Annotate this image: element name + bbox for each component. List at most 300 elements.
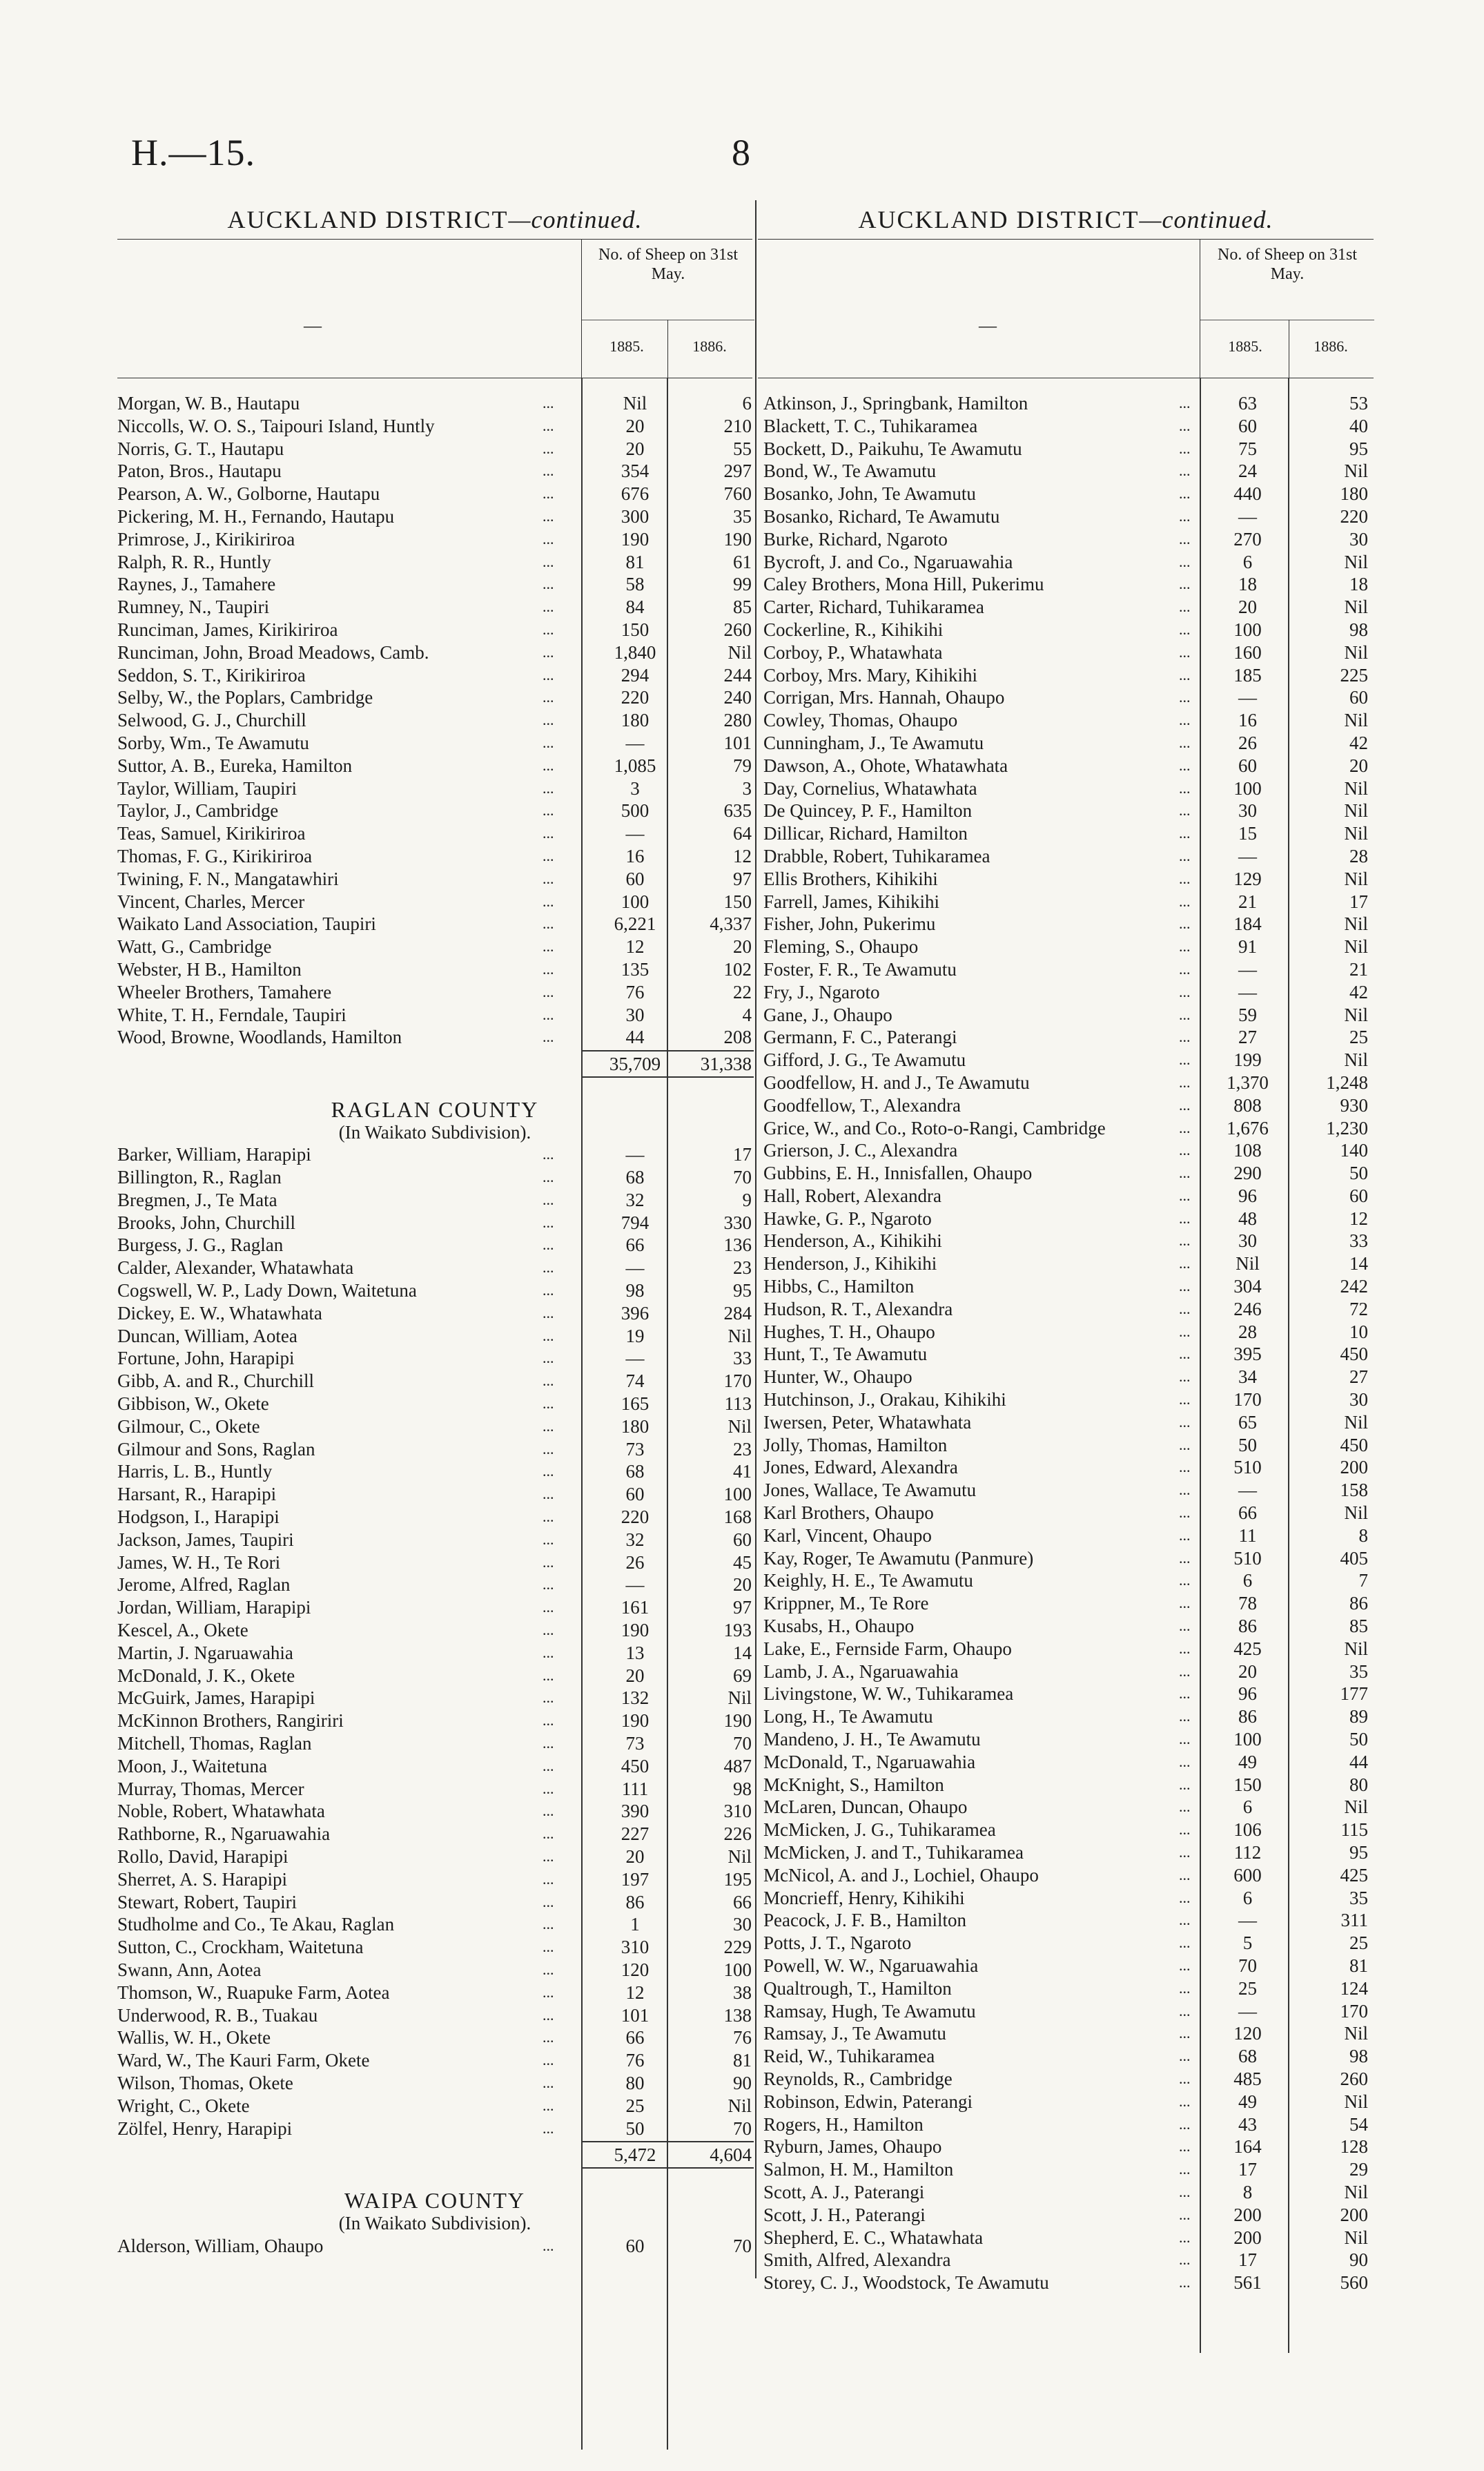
- table-row: [758, 2158, 1374, 2181]
- page-identifier: H.—15.: [131, 132, 255, 173]
- leader-dots: ...: [543, 1395, 554, 1413]
- leader-dots: ...: [543, 1462, 554, 1480]
- sheep-1885: 600: [1233, 1864, 1262, 1886]
- sheep-1886: 6: [742, 393, 752, 414]
- table-row: [758, 1366, 1374, 1388]
- left-column: [117, 200, 752, 2257]
- sheep-1886: 28: [1349, 845, 1368, 866]
- holder-name: Pearson, A. W., Golborne, Hautapu: [117, 483, 380, 505]
- holder-name: Rollo, David, Harapipi: [117, 1846, 289, 1867]
- total-row: [117, 1053, 752, 1076]
- leader-dots: ...: [543, 2051, 554, 2069]
- holder-name: Reynolds, R., Cambridge: [763, 2068, 953, 2089]
- sheep-1886: 33: [1349, 1230, 1368, 1252]
- leader-dots: ...: [543, 1553, 554, 1571]
- table-row: [758, 913, 1374, 936]
- table-row: [758, 2000, 1374, 2023]
- sheep-1886: 225: [1340, 664, 1368, 686]
- sheep-1885: 16: [1238, 710, 1257, 731]
- holder-name: Sutton, C., Crockham, Waitetuna: [117, 1937, 364, 1958]
- holder-name: Rogers, H., Hamilton: [763, 2113, 924, 2135]
- sheep-1885: 12: [625, 1981, 645, 2003]
- table-row: [117, 438, 752, 461]
- sheep-1885: —: [625, 823, 645, 844]
- sheep-1886: 10: [1349, 1321, 1368, 1342]
- sheep-1885: 49: [1238, 1751, 1257, 1772]
- leader-dots: ...: [1179, 1118, 1191, 1136]
- sheep-1885: 808: [1233, 1094, 1262, 1116]
- holder-name: Ellis Brothers, Kihikihi: [763, 868, 938, 889]
- leader-dots: ...: [543, 1145, 554, 1163]
- table-row: [758, 1819, 1374, 1841]
- sheep-1885: 132: [621, 1687, 650, 1709]
- sheep-1885: 60: [625, 868, 645, 889]
- sheep-1886: 113: [724, 1393, 752, 1415]
- sheep-1885: 26: [625, 1551, 645, 1573]
- leader-dots: ...: [1179, 575, 1191, 593]
- table-row: [758, 1728, 1374, 1751]
- sheep-1885: 18: [1238, 574, 1257, 595]
- leader-dots: ...: [1179, 1186, 1191, 1204]
- holder-name: Runciman, James, Kirikiriroa: [117, 619, 338, 640]
- holder-name: Qualtrough, T., Hamilton: [763, 1977, 952, 1999]
- sheep-1886: Nil: [728, 1415, 752, 1437]
- leader-dots: ...: [543, 1666, 554, 1684]
- holder-name: Farrell, James, Kihikihi: [763, 891, 939, 912]
- sheep-1885: 1,676: [1227, 1117, 1269, 1138]
- table-row: [117, 981, 752, 1004]
- sheep-1885: 180: [621, 1415, 650, 1437]
- sheep-1885: 100: [1233, 777, 1262, 799]
- table-row: [117, 1891, 752, 1914]
- leader-dots: ...: [1179, 462, 1191, 480]
- sheep-1886: 66: [733, 1891, 752, 1912]
- table-row: [117, 551, 752, 574]
- sheep-1886: 405: [1340, 1547, 1368, 1569]
- sheep-1885: 25: [625, 2095, 645, 2116]
- holder-name: Duncan, William, Aotea: [117, 1325, 297, 1346]
- table-row: [758, 2249, 1374, 2271]
- holder-name: Dillicar, Richard, Hamilton: [763, 823, 968, 844]
- leader-dots: ...: [1179, 666, 1191, 684]
- table-row: [758, 2045, 1374, 2068]
- table-row: [117, 1415, 752, 1438]
- leader-dots: ...: [1179, 1481, 1191, 1499]
- table-row: [758, 1208, 1374, 1230]
- holder-name: Martin, J. Ngaruawahia: [117, 1642, 293, 1663]
- right-column: [758, 200, 1374, 2294]
- sheep-1886: 97: [733, 868, 752, 889]
- leader-dots: ...: [1179, 2160, 1191, 2178]
- leader-dots: ...: [543, 1304, 554, 1321]
- leader-dots: ...: [1179, 2047, 1191, 2065]
- leader-dots: ...: [1179, 892, 1191, 910]
- sheep-1886: 35: [1349, 1660, 1368, 1682]
- leader-dots: ...: [1179, 1798, 1191, 1816]
- sheep-1886: 41: [733, 1461, 752, 1482]
- table-row: [758, 505, 1374, 528]
- leader-dots: ...: [543, 982, 554, 1000]
- right-title-suffix: —continued.: [1139, 206, 1273, 233]
- holder-name: Harsant, R., Harapipi: [117, 1484, 277, 1505]
- year-1886: 1886.: [1314, 338, 1348, 355]
- sheep-1886: Nil: [1344, 2181, 1368, 2202]
- sheep-1886: 170: [723, 1370, 752, 1392]
- sheep-1885: 86: [625, 1891, 645, 1912]
- left-table-body: [117, 378, 752, 2257]
- table-row: [758, 2113, 1374, 2136]
- sheep-1886: 61: [733, 551, 752, 572]
- column-rule: [1288, 378, 1289, 2353]
- sheep-1886: 70: [733, 2235, 752, 2256]
- table-row: [758, 1502, 1374, 1524]
- holder-name: Shepherd, E. C., Whatawhata: [763, 2227, 984, 2248]
- leader-dots: ...: [1179, 1843, 1191, 1861]
- table-row: [758, 1592, 1374, 1615]
- leader-dots: ...: [543, 1349, 554, 1367]
- table-row: [117, 2118, 752, 2140]
- sheep-1885: 304: [1233, 1276, 1262, 1297]
- leader-dots: ...: [1179, 846, 1191, 864]
- table-row: [117, 1619, 752, 1642]
- sheep-1885: 165: [621, 1393, 650, 1415]
- holder-name: Selby, W., the Poplars, Cambridge: [117, 687, 373, 708]
- holder-name: Gubbins, E. H., Innisfallen, Ohaupo: [763, 1163, 1033, 1184]
- sheep-1885: 20: [625, 438, 645, 459]
- table-row: [758, 1705, 1374, 1728]
- leader-dots: ...: [543, 869, 554, 887]
- leader-dots: ...: [543, 1168, 554, 1186]
- sheep-1885: 676: [621, 483, 650, 505]
- sheep-1886: 98: [1349, 619, 1368, 640]
- leader-dots: ...: [543, 1508, 554, 1526]
- sheep-1886: 210: [723, 415, 752, 436]
- sheep-1886: 79: [733, 755, 752, 776]
- sheep-1885: 390: [621, 1801, 650, 1822]
- table-row: [758, 1977, 1374, 2000]
- holder-name: Fleming, S., Ohaupo: [763, 936, 919, 958]
- sheep-1885: 25: [1238, 1977, 1257, 1999]
- sheep-1886: 80: [1349, 1774, 1368, 1795]
- table-row: [758, 1343, 1374, 1366]
- sheep-1885: 65: [1238, 1411, 1257, 1433]
- holder-name: Paton, Bros., Hautapu: [117, 461, 282, 482]
- holder-name: Livingstone, W. W., Tuhikaramea: [763, 1683, 1014, 1705]
- leader-dots: ...: [1179, 938, 1191, 956]
- sheep-1886: Nil: [1344, 461, 1368, 482]
- sheep-1886: Nil: [1344, 1796, 1368, 1818]
- table-row: [117, 664, 752, 687]
- holder-name: Bockett, D., Paikuhu, Te Awamutu: [763, 438, 1022, 459]
- holder-name: Caley Brothers, Mona Hill, Pukerimu: [763, 574, 1044, 595]
- leader-dots: ...: [543, 2119, 554, 2137]
- sheep-1886: Nil: [728, 1325, 752, 1346]
- leader-dots: ...: [1179, 1051, 1191, 1069]
- holder-name: Hodgson, I., Harapipi: [117, 1506, 280, 1528]
- sheep-1886: 76: [733, 2027, 752, 2048]
- sheep-1885: 68: [625, 1461, 645, 1482]
- holder-name: Watt, G., Cambridge: [117, 936, 272, 958]
- page-number: 8: [732, 132, 750, 173]
- leader-dots: ...: [1179, 1164, 1191, 1182]
- right-title-text: AUCKLAND DISTRICT: [858, 206, 1140, 233]
- table-row: [117, 641, 752, 664]
- holder-name: Webster, H B., Hamilton: [117, 958, 302, 980]
- sheep-1886: 70: [733, 1167, 752, 1188]
- sheep-count-header: [581, 240, 754, 378]
- sheep-1885: 200: [1233, 2227, 1262, 2248]
- section-raglan: [117, 1143, 752, 2140]
- table-row: [758, 777, 1374, 800]
- sheep-1886: Nil: [728, 1687, 752, 1709]
- holder-name: Stewart, Robert, Taupiri: [117, 1891, 297, 1912]
- leader-dots: ...: [1179, 2002, 1191, 2019]
- sheep-1885: 17: [1238, 2249, 1257, 2271]
- leader-dots: ...: [543, 507, 554, 525]
- sheep-1886: 21: [1349, 958, 1368, 980]
- table-row: [758, 1796, 1374, 1819]
- leader-dots: ...: [543, 1734, 554, 1752]
- sheep-1886: 90: [1349, 2249, 1368, 2271]
- leader-dots: ...: [543, 1689, 554, 1707]
- table-row: [758, 1887, 1374, 1910]
- table-row: [117, 1755, 752, 1778]
- sheep-1885: 49: [1238, 2091, 1257, 2112]
- holder-name: Corboy, Mrs. Mary, Kihikihi: [763, 664, 977, 686]
- holder-name: Gilmour and Sons, Raglan: [117, 1438, 315, 1460]
- sheep-1885: —: [1238, 1910, 1257, 1931]
- sheep-1885: 17: [1238, 2159, 1257, 2180]
- table-row: [758, 958, 1374, 981]
- leader-dots: ...: [543, 733, 554, 751]
- sheep-1885: 190: [621, 1620, 650, 1641]
- holder-name: Gibb, A. and R., Churchill: [117, 1370, 314, 1392]
- holder-name: Burke, Richard, Ngaroto: [763, 528, 948, 550]
- sheep-1885: 76: [625, 2050, 645, 2071]
- holder-name: Bycroft, J. and Co., Ngaruawahia: [763, 551, 1013, 572]
- sheep-1885: 510: [1233, 1457, 1262, 1478]
- leader-dots: ...: [1179, 1277, 1191, 1295]
- leader-dots: ...: [1179, 1888, 1191, 1906]
- sheep-1886: 72: [1349, 1298, 1368, 1319]
- sheep-1886: 450: [1340, 1434, 1368, 1455]
- sheep-1886: 38: [733, 1981, 752, 2003]
- holder-name: Foster, F. R., Te Awamutu: [763, 958, 957, 980]
- leader-dots: ...: [1179, 2024, 1191, 2042]
- sheep-1885: 28: [1238, 1321, 1257, 1342]
- sheep-1886: 27: [1349, 1366, 1368, 1388]
- leader-dots: ...: [1179, 620, 1191, 638]
- holder-name: Corrigan, Mrs. Hannah, Ohaupo: [763, 687, 1005, 708]
- sheep-1886: 425: [1340, 1864, 1368, 1886]
- sheep-1885: 200: [1233, 2204, 1262, 2225]
- table-row: [758, 868, 1374, 891]
- sheep-1886: 17: [733, 1144, 752, 1165]
- sheep-1885: 561: [1233, 2272, 1262, 2294]
- sheep-1885: 220: [621, 687, 650, 708]
- holder-name: Hudson, R. T., Alexandra: [763, 1298, 953, 1319]
- sheep-1885: 32: [625, 1189, 645, 1210]
- table-row: [758, 709, 1374, 732]
- leader-dots: ...: [543, 1005, 554, 1023]
- sheep-1886: 208: [723, 1027, 752, 1048]
- holder-name: Rathborne, R., Ngaruawahia: [117, 1823, 331, 1845]
- sheep-1886: 30: [733, 1914, 752, 1935]
- holder-name: Hutchinson, J., Orakau, Kihikihi: [763, 1389, 1006, 1411]
- leader-dots: ...: [1179, 1730, 1191, 1748]
- sheep-1885: 20: [625, 1846, 645, 1867]
- table-row: [758, 936, 1374, 958]
- sheep-1885: 68: [1238, 2046, 1257, 2067]
- table-row: [758, 732, 1374, 755]
- total-1885: 5,472: [614, 2144, 656, 2166]
- sheep-1886: Nil: [1344, 913, 1368, 935]
- table-row: [117, 1166, 752, 1189]
- leader-dots: ...: [543, 530, 554, 548]
- leader-dots: ...: [543, 575, 554, 593]
- holder-name: Germann, F. C., Paterangi: [763, 1027, 957, 1048]
- sheep-1886: 136: [723, 1234, 752, 1256]
- leader-dots: ...: [543, 1870, 554, 1888]
- leader-dots: ...: [543, 756, 554, 774]
- holder-name: James, W. H., Te Rori: [117, 1551, 281, 1573]
- sheep-1886: 44: [1349, 1751, 1368, 1772]
- leader-dots: ...: [1179, 1073, 1191, 1091]
- table-row: [117, 1460, 752, 1483]
- holder-name: Calder, Alexander, Whatawhata: [117, 1257, 354, 1279]
- table-row: [758, 1139, 1374, 1162]
- sheep-1886: 4: [742, 1004, 752, 1025]
- table-row: [117, 2072, 752, 2095]
- sheep-1885: 440: [1233, 483, 1262, 505]
- sheep-1885: Nil: [1236, 1253, 1260, 1275]
- sheep-count-label: No. of Sheep on 31st May.: [598, 246, 738, 283]
- sheep-1885: 24: [1238, 461, 1257, 482]
- sheep-1886: 22: [733, 981, 752, 1002]
- holder-name: Ryburn, James, Ohaupo: [763, 2136, 942, 2158]
- sheep-1885: 112: [1233, 1842, 1262, 1863]
- table-row: [117, 1189, 752, 1212]
- sheep-1886: 170: [1340, 2000, 1368, 2022]
- sheep-1886: 450: [1340, 1344, 1368, 1365]
- leader-dots: ...: [1179, 1368, 1191, 1386]
- holder-name: Studholme and Co., Te Akau, Raglan: [117, 1914, 395, 1935]
- year-1885: 1885.: [1228, 338, 1262, 355]
- right-title: [758, 200, 1374, 239]
- sheep-1885: 108: [1233, 1140, 1262, 1161]
- sheep-1886: Nil: [1344, 1049, 1368, 1071]
- leader-dots: ...: [543, 1960, 554, 1978]
- table-row: [117, 1143, 752, 1166]
- holder-name: Primrose, J., Kirikiriroa: [117, 528, 295, 550]
- leader-dots: ...: [543, 620, 554, 638]
- sheep-1886: Nil: [1344, 1004, 1368, 1025]
- sheep-1886: 81: [733, 2050, 752, 2071]
- sheep-1885: 43: [1238, 2113, 1257, 2135]
- sheep-1886: 50: [1349, 1729, 1368, 1750]
- sheep-1886: 100: [723, 1484, 752, 1505]
- holder-name: Raynes, J., Tamahere: [117, 574, 276, 595]
- table-row: [117, 891, 752, 913]
- leader-dots: ...: [543, 1530, 554, 1548]
- table-row: [758, 1569, 1374, 1592]
- table-row: [758, 845, 1374, 868]
- sheep-1886: Nil: [728, 2095, 752, 2116]
- sheep-1885: 73: [625, 1438, 645, 1460]
- holder-name: Dawson, A., Ohote, Whatawhata: [763, 755, 1008, 776]
- holder-name: Wright, C., Okete: [117, 2095, 250, 2116]
- leader-dots: ...: [1179, 2228, 1191, 2246]
- table-row: [117, 1596, 752, 1619]
- sheep-1885: 111: [621, 1778, 649, 1799]
- holder-name: Ward, W., The Kauri Farm, Okete: [117, 2050, 370, 2071]
- sheep-1886: 89: [1349, 1706, 1368, 1727]
- holder-name: Swann, Ann, Aotea: [117, 1959, 262, 1980]
- leader-dots: ...: [543, 1802, 554, 1820]
- sheep-1886: 240: [723, 687, 752, 708]
- sheep-1885: 1,370: [1227, 1072, 1269, 1093]
- sheep-1885: 12: [625, 936, 645, 958]
- leader-dots: ...: [1179, 1821, 1191, 1839]
- holder-name: Iwersen, Peter, Whatawhata: [763, 1411, 972, 1433]
- sheep-1886: 40: [1349, 415, 1368, 436]
- table-row: [758, 641, 1374, 664]
- table-row: [758, 2022, 1374, 2045]
- sheep-1886: 98: [733, 1778, 752, 1799]
- sheep-1885: 20: [1238, 1660, 1257, 1682]
- table-row: [117, 619, 752, 641]
- table-row: [758, 1072, 1374, 1094]
- sheep-1885: 185: [1233, 664, 1262, 686]
- sheep-1885: 74: [625, 1370, 645, 1392]
- table-row: [117, 1573, 752, 1596]
- holder-name: Brooks, John, Churchill: [117, 1212, 296, 1233]
- leader-dots: ...: [1179, 1775, 1191, 1793]
- leader-dots: ...: [1179, 1458, 1191, 1476]
- sheep-1886: 33: [733, 1348, 752, 1369]
- leader-dots: ...: [543, 1712, 554, 1729]
- sheep-1886: Nil: [1344, 823, 1368, 844]
- sheep-1885: 86: [1238, 1706, 1257, 1727]
- holder-name: Wilson, Thomas, Okete: [117, 2072, 293, 2093]
- leader-dots: ...: [543, 779, 554, 797]
- holder-name: Ralph, R. R., Huntly: [117, 551, 271, 572]
- leader-dots: ...: [543, 1372, 554, 1390]
- sheep-1885: 73: [625, 1733, 645, 1754]
- table-row: [117, 800, 752, 822]
- table-row: [117, 392, 752, 415]
- sheep-1885: 6,221: [614, 913, 656, 935]
- sheep-1885: 184: [1233, 913, 1262, 935]
- holder-name: McGuirk, James, Harapipi: [117, 1687, 315, 1709]
- sheep-1886: 284: [723, 1302, 752, 1324]
- sheep-1885: 96: [1238, 1185, 1257, 1206]
- leader-dots: ...: [1179, 1345, 1191, 1363]
- leader-dots: ...: [543, 1643, 554, 1661]
- table-row: [758, 460, 1374, 483]
- sheep-1885: 19: [625, 1325, 645, 1346]
- holder-name: Mitchell, Thomas, Raglan: [117, 1733, 312, 1754]
- leader-dots: ...: [543, 1259, 554, 1277]
- holder-name: Hibbs, C., Hamilton: [763, 1276, 915, 1297]
- holder-name: Wallis, W. H., Okete: [117, 2027, 271, 2048]
- table-row: [117, 528, 752, 551]
- sheep-1885: 150: [621, 619, 650, 640]
- sheep-1885: —: [1238, 505, 1257, 527]
- sheep-1885: 70: [1238, 1955, 1257, 1976]
- sheep-1886: 330: [723, 1212, 752, 1233]
- sheep-1885: 161: [621, 1597, 650, 1618]
